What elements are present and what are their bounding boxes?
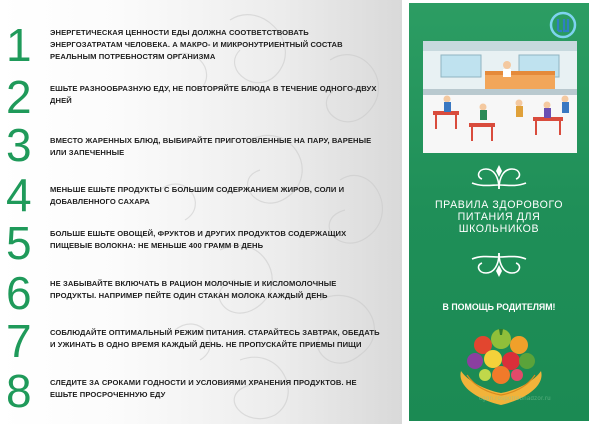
rule-item <box>0 315 402 370</box>
rule-number: 7 <box>6 315 32 367</box>
rule-text: СОБЛЮДАЙТЕ ОПТИМАЛЬНЫЙ РЕЖИМ ПИТАНИЯ. СТАРАЙТЕСЬ ЗАВТРАК, ОБЕДАТЬ И УЖИНАТЬ В ОДНО ВРЕМЯ КАЖДЫЙ ДЕНЬ. НЕ ПРОПУСКАЙТЕ ПРИЕМЫ ПИЩИ <box>50 328 380 349</box>
rule-text: БОЛЬШЕ ЕШЬТЕ ОВОЩЕЙ, ФРУКТОВ И ДРУГИХ ПРОДУКТОВ СОДЕРЖАЩИХ ПИЩЕВЫЕ ВОЛОКНА: НЕ МЕНЬШЕ 400 ГРАММ В ДЕНЬ <box>50 229 347 250</box>
cafeteria-illustration <box>423 41 577 153</box>
rule-text: МЕНЬШЕ ЕШЬТЕ ПРОДУКТЫ С БОЛЬШИМ СОДЕРЖАНИЕМ ЖИРОВ, СОЛИ И ДОБАВЛЕННОГО САХАРА <box>50 185 345 206</box>
rule-text: ЕШЬТЕ РАЗНООБРАЗНУЮ ЕДУ, НЕ ПОВТОРЯЙТЕ БЛЮДА В ТЕЧЕНИЕ ОДНОГО-ДВУХ ДНЕЙ <box>50 84 377 105</box>
rule-text: ВМЕСТО ЖАРЕННЫХ БЛЮД, ВЫБИРАЙТЕ ПРИГОТОВЛЕННЫЕ НА ПАРУ, ВАРЕНЫЕ ИЛИ ЗАПЕЧЕННЫЕ <box>50 136 372 157</box>
rule-item <box>0 365 402 420</box>
page-title: ПРАВИЛА ЗДОРОВОГО ПИТАНИЯ ДЛЯ ШКОЛЬНИКОВ <box>434 199 564 235</box>
rule-number: 8 <box>6 365 32 417</box>
swirl-ornament-bottom <box>464 249 534 279</box>
rule-item <box>0 119 402 174</box>
rule-number: 1 <box>6 19 32 71</box>
rule-item <box>0 19 402 74</box>
rule-text: ЭНЕРГЕТИЧЕСКАЯ ЦЕННОСТИ ЕДЫ ДОЛЖНА СООТВЕТСТВОВАТЬ ЭНЕРГОЗАТРАТАМ ЧЕЛОВЕКА. А МАКРО- И МИКРОНУТРИЕНТНЫЙ СОСТАВ РЕАЛЬНЫМ ПОТРЕБНОСТЯМ ОРГАНИЗМА <box>50 28 343 61</box>
rule-number: 4 <box>6 169 32 221</box>
website-watermark: cgon.rospotrebnadzor.ru <box>479 396 551 402</box>
heart-hands-fruits-icon <box>453 323 549 407</box>
rule-number: 2 <box>6 71 32 123</box>
subtitle: В ПОМОЩЬ РОДИТЕЛЯМ! <box>442 302 556 312</box>
rule-item <box>0 169 402 224</box>
rule-number: 5 <box>6 217 32 269</box>
rule-number: 3 <box>6 119 32 171</box>
rule-text: НЕ ЗАБЫВАЙТЕ ВКЛЮЧАТЬ В РАЦИОН МОЛОЧНЫЕ И КИСЛОМОЛОЧНЫЕ ПРОДУКТЫ. НАПРИМЕР ПЕЙТЕ ОДИН СТАКАН МОЛОКА КАЖДЫЙ ДЕНЬ <box>50 279 337 300</box>
cover-panel <box>402 0 595 424</box>
swirl-ornament-top <box>464 163 534 193</box>
green-cover <box>409 3 589 421</box>
rule-text: СЛЕДИТЕ ЗА СРОКАМИ ГОДНОСТИ И УСЛОВИЯМИ ХРАНЕНИЯ ПРОДУКТОВ. НЕ ЕШЬТЕ ПРОСРОЧЕННУЮ ЕДУ <box>50 378 357 399</box>
rule-number: 6 <box>6 267 32 319</box>
rule-item <box>0 217 402 272</box>
rule-item <box>0 267 402 322</box>
rule-item <box>0 71 402 126</box>
logo-icon <box>549 11 577 39</box>
